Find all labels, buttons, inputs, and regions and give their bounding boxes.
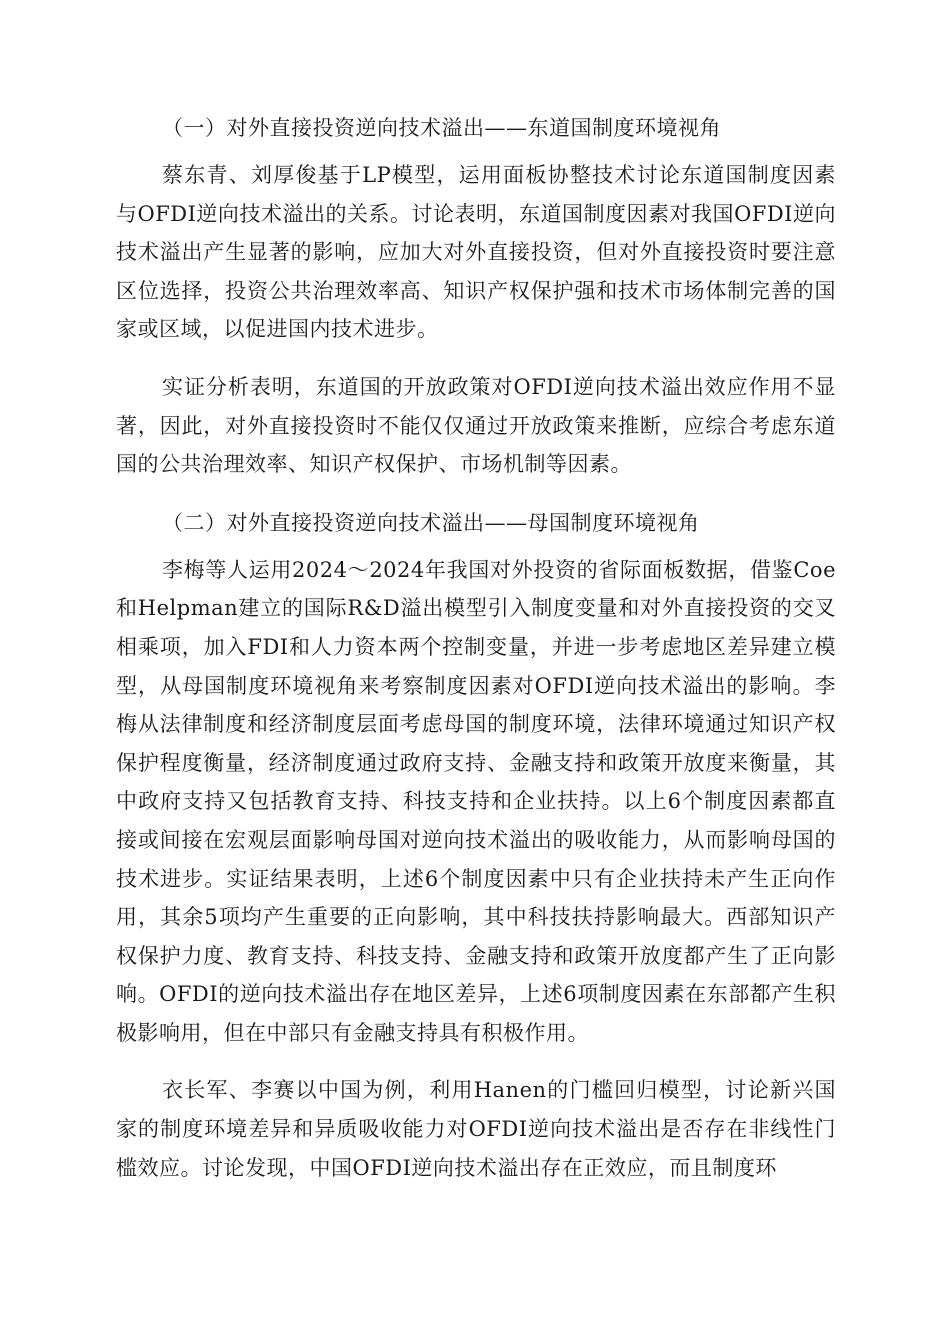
paragraph-empirical-analysis: 实证分析表明，东道国的开放政策对OFDI逆向技术溢出效应作用不显著，因此，对外直接投资时不能仅仅通过开放政策来推断，应综合考虑东道国的公共治理效率、知识产权保护、市场机制等因素。 — [116, 374, 836, 477]
paragraph-li-mei: 李梅等人运用2024～2024年我国对外投资的省际面板数据，借鉴Coe和Helpman建立的国际R&D溢出模型引入制度变量和对外直接投资的交叉相乘项，加入FDI和人力资本两个控制变量，并进一步考虑地区差异建立模型，从母国制度环境视角来考察制度因素对OFDI逆向技术溢出的影响。李梅从法律制度和经济制度层面考虑母国的制度环境，法律环境通过知识产权保护程度衡量，经济制度通过政府支持、金融支持和政策开放度来衡量，其中政府支持又包括教育支持、科技支持和企业扶持。以上6个制度因素都直接或间接在宏观层面影响母国对逆向技术溢出的吸收能力，从而影响母国的技术进步。实证结果表明，上述6个制度因素中只有企业扶持未产生正向作用，其余5项均产生重要的正向影响，其中科技扶持影响最大。西部知识产权保护力度、教育支持、科技支持、金融支持和政策开放度都产生了正向影响。OFDI的逆向技术溢出存在地区差异，上述6项制度因素在东部都产生积极影响用，但在中部只有金融支持具有积极作用。 — [116, 557, 836, 1045]
section-heading-host-country: （一）对外直接投资逆向技术溢出——东道国制度环境视角 — [162, 116, 721, 140]
spacer — [116, 484, 836, 503]
document-body — [116, 108, 836, 1187]
section-heading-home-country: （二）对外直接投资逆向技术溢出——母国制度环境视角 — [162, 510, 700, 535]
paragraph-yi-li: 衣长军、李赛以中国为例，利用Hanen的门槛回归模型，讨论新兴国家的制度环境差异和异质吸收能力对OFDI逆向技术溢出是否存在非线性门槛效应。讨论发现，中国OFDI逆向技术溢出存在正效应，而且制度环 — [116, 1078, 836, 1180]
spacer — [116, 148, 836, 156]
spacer — [116, 1052, 836, 1071]
paragraph-cai-liu: 蔡东青、刘厚俊基于LP模型，运用面板协整技术讨论东道国制度因素与OFDI逆向技术溢出的关系。讨论表明，东道国制度因素对我国OFDI逆向技术溢出产生显著的影响，应加大对外直接投资，但对外直接投资时要注意区位选择，投资公共治理效率高、知识产权保护强和技术市场体制完善的国家或区域，以促进国内技术进步。 — [116, 163, 836, 342]
spacer — [116, 349, 836, 368]
spacer — [116, 543, 836, 551]
